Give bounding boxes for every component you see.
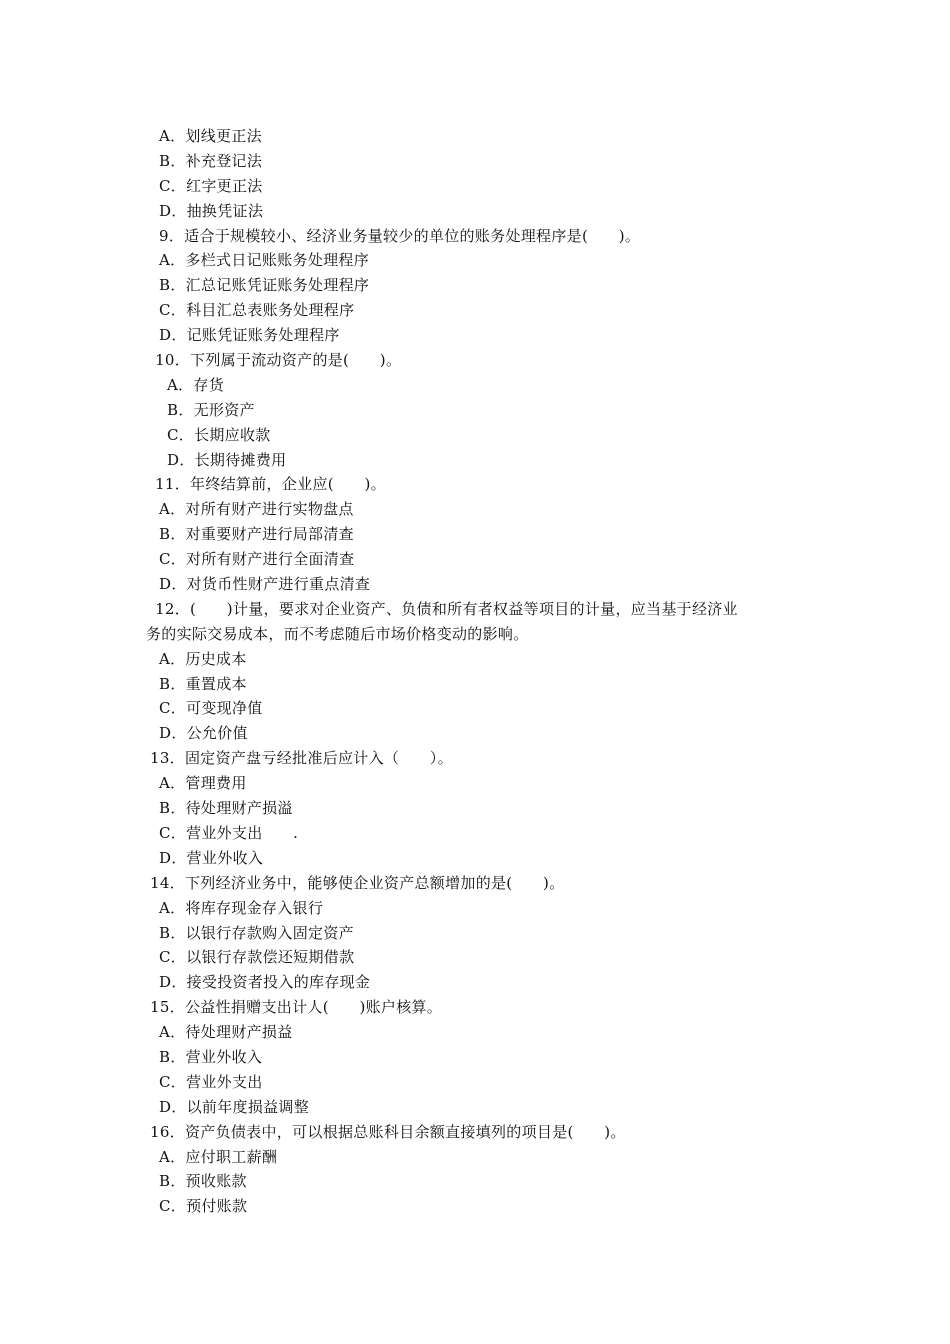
option-line: C．科目汇总表账务处理程序 xyxy=(159,301,355,320)
question-line: 15．公益性捐赠支出计人( )账户核算。 xyxy=(150,998,443,1017)
option-line: A．将库存现金存入银行 xyxy=(159,898,324,917)
option-line: D．公允价值 xyxy=(159,724,248,743)
option-line: D．对货币性财产进行重点清查 xyxy=(159,575,371,594)
question-line: 16．资产负债表中，可以根据总账科目余额直接填列的项目是( )。 xyxy=(150,1122,626,1141)
question-line: 10．下列属于流动资产的是( )。 xyxy=(150,351,402,370)
question-line: 12．( )计量，要求对企业资产、负债和所有者权益等项目的计量，应当基于经济业 xyxy=(150,599,738,618)
option-line: D．抽换凭证法 xyxy=(159,201,264,220)
option-line: A．存货 xyxy=(167,375,225,394)
option-line: D．以前年度损益调整 xyxy=(159,1097,310,1116)
option-line: C．可变现净值 xyxy=(159,699,263,718)
option-line: D．营业外收入 xyxy=(159,848,264,867)
option-line: A．划线更正法 xyxy=(159,127,262,145)
option-line: D．接受投资者投入的库存现金 xyxy=(159,973,371,992)
option-line: C．营业外支出 xyxy=(159,1072,263,1091)
option-line: B．重置成本 xyxy=(159,674,247,693)
option-line: A．对所有财产进行实物盘点 xyxy=(159,500,354,519)
option-line: C．预付账款 xyxy=(159,1197,248,1216)
option-line: B．补充登记法 xyxy=(159,151,263,170)
question-continuation-line: 务的实际交易成本，而不考虑随后市场价格变动的影响。 xyxy=(146,624,529,643)
option-line: C．营业外支出 . xyxy=(159,823,299,842)
option-line: C．对所有财产进行全面清查 xyxy=(159,550,355,569)
option-line: B．营业外收入 xyxy=(159,1047,263,1066)
option-line: D．长期待摊费用 xyxy=(167,450,287,469)
option-line: B．无形资产 xyxy=(167,400,255,419)
option-line: A．多栏式日记账账务处理程序 xyxy=(159,251,370,270)
option-line: B．以银行存款购入固定资产 xyxy=(159,923,354,942)
option-line: A．管理费用 xyxy=(159,774,247,793)
option-line: C．长期应收款 xyxy=(167,425,271,444)
option-line: B．预收账款 xyxy=(159,1172,247,1191)
question-line: 14．下列经济业务中，能够使企业资产总额增加的是( )。 xyxy=(150,873,565,892)
option-line: B．待处理财产损溢 xyxy=(159,799,293,818)
option-line: A．待处理财产损益 xyxy=(159,1023,293,1042)
option-line: B．对重要财产进行局部清查 xyxy=(159,525,354,544)
option-line: A．历史成本 xyxy=(159,649,247,668)
option-line: C．以银行存款偿还短期借款 xyxy=(159,948,355,967)
question-line: 11．年终结算前，企业应( )。 xyxy=(150,475,386,494)
option-line: D．记账凭证账务处理程序 xyxy=(159,326,340,345)
option-line: A．应付职工薪酬 xyxy=(159,1147,278,1166)
question-line: 9．适合于规模较小、经济业务量较少的单位的账务处理程序是( )。 xyxy=(159,226,641,245)
option-line: C．红字更正法 xyxy=(159,176,263,195)
option-line: B．汇总记账凭证账务处理程序 xyxy=(159,276,370,295)
document-page xyxy=(0,124,950,1219)
question-line: 13．固定资产盘亏经批准后应计入（ ）。 xyxy=(150,749,453,768)
